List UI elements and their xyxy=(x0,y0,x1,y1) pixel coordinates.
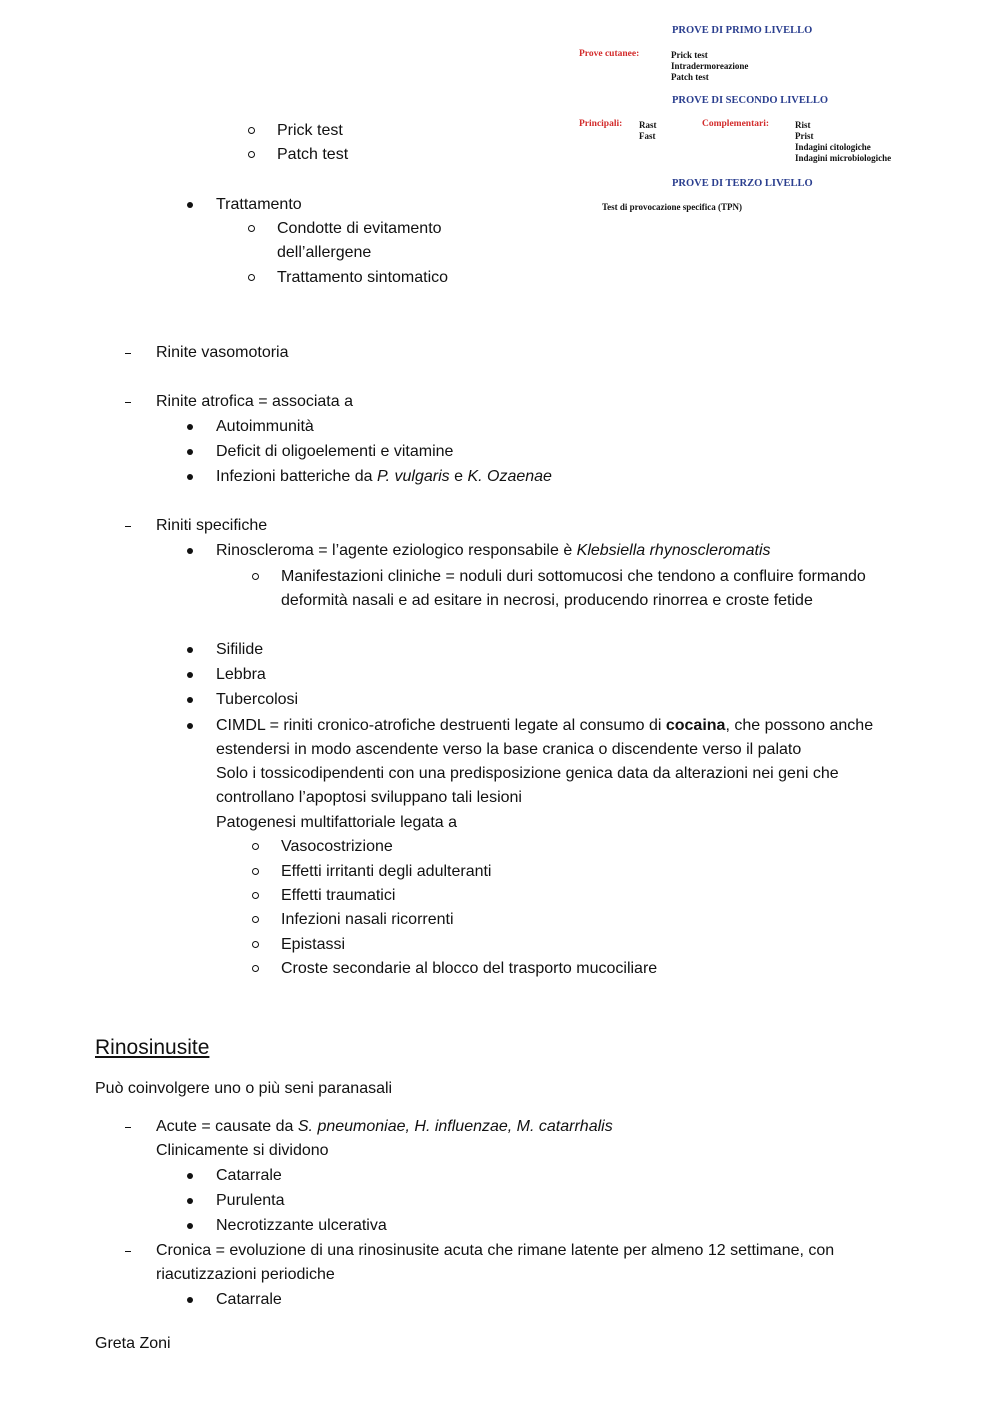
bullet-icon xyxy=(187,1173,193,1179)
figure-principal-item: Rast xyxy=(639,120,657,130)
pathogenesis-label: Patogenesi multifattoriale legata a xyxy=(216,814,458,831)
figure-level1-title: PROVE DI PRIMO LIVELLO xyxy=(672,25,813,36)
pathogenesis-item: Epistassi xyxy=(281,936,346,953)
circle-bullet-icon xyxy=(252,916,259,923)
figure-level3-item: Test di provocazione specifica (TPN) xyxy=(602,202,742,212)
bullet-icon xyxy=(187,1223,193,1229)
dash-bullet-icon xyxy=(125,1251,131,1252)
footer-author: Greta Zoni xyxy=(95,1335,171,1352)
figure-cutaneous-item: Intradermoreazione xyxy=(671,61,749,71)
list-item-prick-test: Prick test xyxy=(277,122,343,139)
bullet-icon xyxy=(187,548,193,554)
figure-principal-label: Principali: xyxy=(579,119,623,129)
list-item-manifestations: Manifestazioni cliniche = noduli duri sottomucosi che tendono a confluire formando deformità nasali e ad esitare in necrosi, producendo rinorrea e croste fetide xyxy=(281,568,866,609)
list-item-chronic: Cronica = evoluzione di una rinosinusite acuta che rimane latente per almeno 12 settimane, con riacutizzazioni periodiche xyxy=(156,1242,835,1283)
list-item-patch-test: Patch test xyxy=(277,146,349,163)
list-item-autoimmunity: Autoimmunità xyxy=(216,418,314,435)
list-item-avoidance: Condotte di evitamento dell’allergene xyxy=(277,220,442,261)
figure-cutaneous-item: Prick test xyxy=(671,50,708,60)
figure-complementary-label: Complementari: xyxy=(702,119,770,129)
rinosinusite-intro: Può coinvolgere uno o più seni paranasali xyxy=(95,1080,393,1097)
bullet-icon xyxy=(187,474,193,480)
figure-level3-title: PROVE DI TERZO LIVELLO xyxy=(672,178,813,189)
bullet-icon xyxy=(187,202,193,208)
circle-bullet-icon xyxy=(248,151,255,158)
figure-cutaneous-item: Patch test xyxy=(671,72,709,82)
list-item-infections: Infezioni batteriche da P. vulgaris e K. Ozaenae xyxy=(216,468,552,485)
pathogenesis-item: Vasocostrizione xyxy=(281,838,393,855)
list-item-necrotizzante: Necrotizzante ulcerativa xyxy=(216,1217,387,1234)
list-item-purulenta: Purulenta xyxy=(216,1192,285,1209)
bullet-icon xyxy=(187,647,193,653)
list-item-tubercolosi: Tubercolosi xyxy=(216,691,299,708)
figure-complementary-item: Indagini citologiche xyxy=(795,142,871,152)
bullet-icon xyxy=(187,723,193,729)
circle-bullet-icon xyxy=(248,127,255,134)
figure-complementary-item: Rist xyxy=(795,120,811,130)
figure-complementary-item: Prist xyxy=(795,131,814,141)
list-item-catarrale-chronic: Catarrale xyxy=(216,1291,282,1308)
figure-complementary-item: Indagini microbiologiche xyxy=(795,153,892,163)
list-item-deficit: Deficit di oligoelementi e vitamine xyxy=(216,443,454,460)
list-item-symptomatic: Trattamento sintomatico xyxy=(277,269,449,286)
pathogenesis-item: Infezioni nasali ricorrenti xyxy=(281,911,454,928)
dash-bullet-icon xyxy=(125,402,131,403)
acute-note: Clinicamente si dividono xyxy=(156,1142,329,1159)
circle-bullet-icon xyxy=(248,225,255,232)
circle-bullet-icon xyxy=(252,868,259,875)
pathogenesis-item: Effetti irritanti degli adulteranti xyxy=(281,863,492,880)
list-item-cimdl: CIMDL = riniti cronico-atrofiche destruenti legate al consumo di cocaina, che possono anche estendersi in modo ascendente verso la base cranica o discendente verso il palato xyxy=(216,717,874,758)
bullet-icon xyxy=(187,672,193,678)
bullet-icon xyxy=(187,1198,193,1204)
list-item-sifilide: Sifilide xyxy=(216,641,264,658)
list-item-specific: Riniti specifiche xyxy=(156,517,268,534)
dash-bullet-icon xyxy=(125,526,131,527)
list-item-vasomotor: Rinite vasomotoria xyxy=(156,344,289,361)
dash-bullet-icon xyxy=(125,1127,131,1128)
circle-bullet-icon xyxy=(252,965,259,972)
bullet-icon xyxy=(187,697,193,703)
cimdl-note: Solo i tossicodipendenti con una predisposizione genica data da alterazioni nei geni che controllano l’apoptosi sviluppano tali lesioni xyxy=(216,765,839,806)
circle-bullet-icon xyxy=(252,573,259,580)
list-item-lebbra: Lebbra xyxy=(216,666,266,683)
figure-level2-title: PROVE DI SECONDO LIVELLO xyxy=(672,95,829,106)
circle-bullet-icon xyxy=(252,941,259,948)
pathogenesis-item: Effetti traumatici xyxy=(281,887,396,904)
dash-bullet-icon xyxy=(125,353,131,354)
bullet-icon xyxy=(187,424,193,430)
figure-principal-item: Fast xyxy=(639,131,656,141)
list-item-acute: Acute = causate da S. pneumoniae, H. influenzae, M. catarrhalis xyxy=(156,1118,613,1135)
circle-bullet-icon xyxy=(248,274,255,281)
circle-bullet-icon xyxy=(252,843,259,850)
list-item-atrophic: Rinite atrofica = associata a xyxy=(156,393,353,410)
list-item-treatment: Trattamento xyxy=(216,196,302,213)
pathogenesis-item: Croste secondarie al blocco del trasporto mucociliare xyxy=(281,960,658,977)
list-item-catarrale: Catarrale xyxy=(216,1167,282,1184)
bullet-icon xyxy=(187,1297,193,1303)
figure-cutaneous-label: Prove cutanee: xyxy=(579,49,640,59)
bullet-icon xyxy=(187,449,193,455)
circle-bullet-icon xyxy=(252,892,259,899)
list-item-rinoscleroma: Rinoscleroma = l’agente eziologico responsabile è Klebsiella rhynoscleromatis xyxy=(216,542,771,559)
section-heading-rinosinusite: Rinosinusite xyxy=(95,1036,210,1059)
